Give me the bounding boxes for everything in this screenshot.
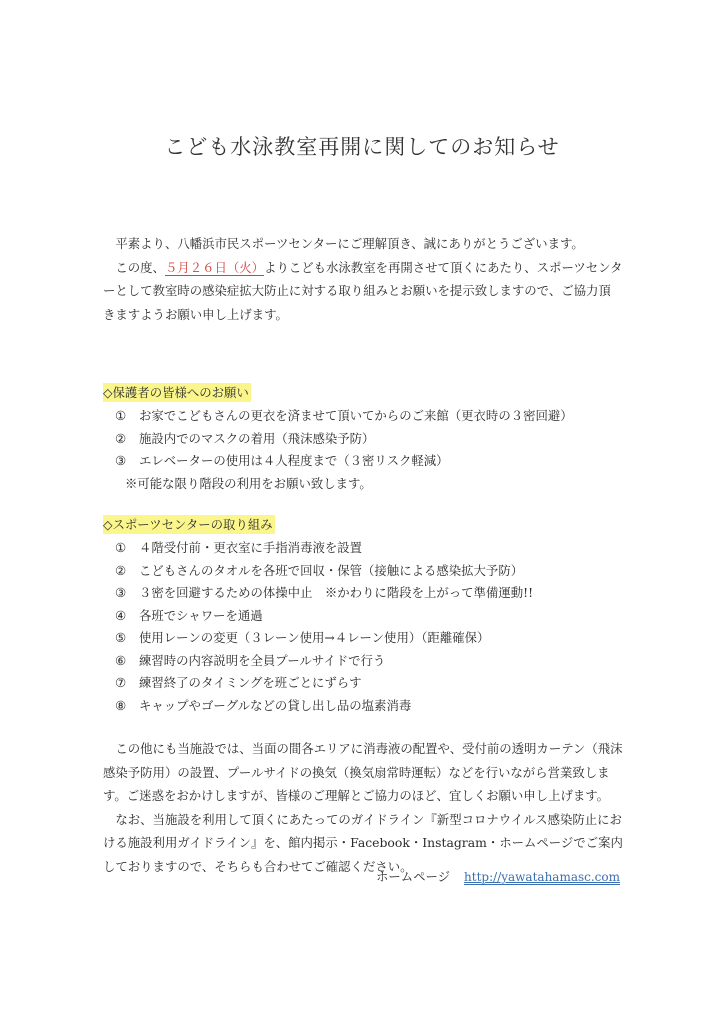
item-number: ②	[115, 430, 127, 446]
list-item	[103, 582, 623, 605]
reopen-date: ５月２６日（火）	[164, 259, 265, 275]
page-title: こども水泳教室再開に関してのお知らせ	[164, 135, 560, 159]
list-item	[103, 605, 623, 628]
homepage-label: ホームページ	[375, 869, 451, 884]
guardian-list	[103, 405, 623, 473]
list-item	[103, 627, 623, 650]
stairs-note: ※可能な限り階段の利用をお願い致します。	[125, 475, 372, 491]
center-section	[103, 515, 623, 717]
item-text: キャップやゴーグルなどの貸し出し品の塩素消毒	[139, 697, 412, 713]
item-text: 施設内でのマスクの着用（飛沫感染予防）	[139, 430, 375, 446]
list-item	[103, 560, 623, 583]
list-item	[103, 537, 623, 560]
list-item	[103, 450, 623, 473]
item-number: ①	[115, 408, 127, 423]
center-section-heading: ◇スポーツセンターの取り組み	[103, 517, 273, 532]
closing-paragraph-1: この他にも当施設では、当面の間各エリアに消毒液の配置や、受付前の透明カーテン（飛沫感染予防用）の設置、プールサイドの換気（換気扇常時運転）などを行いながら営業致します。ご迷惑をおかけしますが、皆様のご理解とご協力のほど、宜しくお願い申し上げます。	[103, 741, 623, 803]
item-number: ②	[115, 562, 127, 578]
item-text: 各班でシャワーを通過	[139, 607, 263, 623]
item-number: ③	[115, 453, 127, 468]
list-item	[103, 428, 623, 451]
item-number: ③	[115, 585, 127, 600]
closing-paragraph-2: なお、当施設を利用して頂くにあたってのガイドライン『新型コロナウイルス感染防止における施設利用ガイドライン』を、館内掲示・Facebook・Instagram・ホームページでご案内しておりますので、そちらも合わせてご確認ください。	[103, 811, 623, 874]
item-number: ⑥	[115, 652, 127, 668]
homepage-line	[376, 866, 620, 888]
item-text: ３密を回避するための体操中止 ※かわりに階段を上がって準備運動!!	[139, 585, 534, 600]
guardian-section-heading: ◇保護者の皆様へのお願い	[103, 385, 249, 400]
intro-paragraph-2	[103, 256, 623, 327]
list-item	[103, 695, 623, 718]
item-text: エレベーターの使用は４人程度まで（３密リスク軽減）	[139, 453, 449, 468]
item-number: ④	[115, 607, 127, 623]
item-number: ①	[115, 540, 127, 555]
list-item	[103, 672, 623, 695]
closing-text	[103, 737, 623, 878]
item-text: 練習終了のタイミングを班ごとにずらす	[139, 675, 362, 690]
list-item	[103, 650, 623, 673]
item-text: ４階受付前・更衣室に手指消毒液を設置	[139, 540, 363, 555]
item-text: 練習時の内容説明を全員プールサイドで行う	[139, 652, 386, 668]
intro-paragraph-1: 平素より、八幡浜市民スポーツセンターにご理解頂き、誠にありがとうございます。	[115, 236, 584, 251]
intro-body: よりこども水泳教室を再開させて頂くにあたり、スポーツセンターとして教室時の感染症拡大防止に対する取り組みとお願いを提示致しますので、ご協力頂きますようお願い申し上げます。	[103, 259, 623, 322]
item-text: お家でこどもさんの更衣を済ませて頂いてからのご来館（更衣時の３密回避）	[139, 408, 573, 423]
center-list	[103, 537, 623, 717]
intro-text	[103, 232, 623, 326]
item-number: ⑦	[115, 675, 127, 690]
intro-lead: この度、	[115, 259, 165, 275]
item-number: ⑤	[115, 630, 127, 645]
guardian-section	[103, 383, 623, 495]
list-item	[103, 405, 623, 428]
item-text: 使用レーンの変更（３レーン使用→４レーン使用）（距離確保）	[139, 630, 490, 645]
homepage-link[interactable]: http://yawatahamasc.com	[464, 870, 620, 884]
item-number: ⑧	[115, 697, 127, 713]
item-text: こどもさんのタオルを各班で回収・保管（接触による感染拡大予防）	[139, 562, 524, 578]
